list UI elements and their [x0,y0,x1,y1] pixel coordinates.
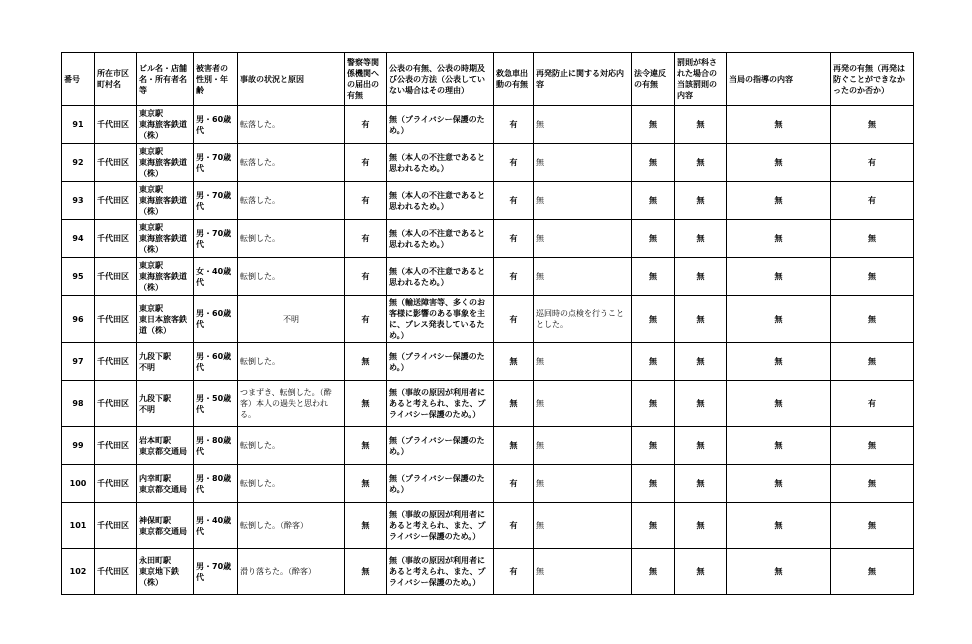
cell-police: 無 [345,503,387,549]
cell-prevention: 無 [534,182,632,220]
cell-situation: 転倒した。（酔客） [238,503,345,549]
cell-guidance: 無 [727,296,831,343]
cell-guidance: 無 [727,106,831,144]
cell-no: 99 [62,427,95,465]
cell-victim: 男・70歳代 [194,182,238,220]
cell-municipality: 千代田区 [95,182,137,220]
cell-penalty: 無 [675,343,727,381]
cell-recurrence: 有 [831,182,914,220]
cell-police: 無 [345,381,387,427]
cell-guidance: 無 [727,144,831,182]
cell-ambulance: 有 [494,258,534,296]
cell-victim: 男・70歳代 [194,549,238,595]
cell-no: 95 [62,258,95,296]
cell-violation: 無 [632,296,675,343]
table-row [62,427,914,465]
cell-prevention: 無 [534,549,632,595]
header-police: 警察等関係機関への届出の有無 [345,53,387,106]
cell-penalty: 無 [675,427,727,465]
cell-municipality: 千代田区 [95,503,137,549]
incident-report-sheet [61,52,914,595]
cell-violation: 無 [632,144,675,182]
cell-building: 永田町駅 東京地下鉄（株） [137,549,194,595]
cell-no: 93 [62,182,95,220]
cell-violation: 無 [632,549,675,595]
cell-penalty: 無 [675,182,727,220]
cell-ambulance: 有 [494,296,534,343]
cell-prevention: 無 [534,106,632,144]
cell-penalty: 無 [675,381,727,427]
table-row [62,549,914,595]
cell-publication: 無（プライバシー保護のため。） [387,106,494,144]
cell-no: 92 [62,144,95,182]
cell-building: 東京駅 東海旅客鉄道（株） [137,182,194,220]
cell-situation: 転落した。 [238,106,345,144]
cell-victim: 女・40歳代 [194,258,238,296]
cell-recurrence: 無 [831,106,914,144]
cell-penalty: 無 [675,144,727,182]
cell-publication: 無（プライバシー保護のため。） [387,343,494,381]
cell-violation: 無 [632,427,675,465]
cell-prevention: 無 [534,343,632,381]
cell-no: 91 [62,106,95,144]
cell-penalty: 無 [675,465,727,503]
cell-publication: 無（本人の不注意であると思われるため。） [387,182,494,220]
cell-ambulance: 有 [494,106,534,144]
table-row [62,381,914,427]
cell-prevention: 無 [534,144,632,182]
cell-guidance: 無 [727,465,831,503]
table-row [62,144,914,182]
cell-publication: 無（プライバシー保護のため。） [387,465,494,503]
cell-recurrence: 無 [831,258,914,296]
incident-table [61,52,914,595]
cell-municipality: 千代田区 [95,381,137,427]
cell-penalty: 無 [675,258,727,296]
cell-police: 有 [345,296,387,343]
cell-victim: 男・80歳代 [194,427,238,465]
cell-penalty: 無 [675,106,727,144]
cell-guidance: 無 [727,503,831,549]
cell-publication: 無（事故の原因が利用者にあると考えられ、また、プライバシー保護のため。） [387,549,494,595]
cell-recurrence: 無 [831,427,914,465]
header-victim: 被害者の性別・年齢 [194,53,238,106]
cell-police: 有 [345,258,387,296]
cell-violation: 無 [632,182,675,220]
cell-guidance: 無 [727,182,831,220]
cell-police: 有 [345,182,387,220]
cell-municipality: 千代田区 [95,549,137,595]
cell-penalty: 無 [675,296,727,343]
cell-guidance: 無 [727,258,831,296]
cell-prevention: 無 [534,381,632,427]
cell-prevention: 巡回時の点検を行うこととした。 [534,296,632,343]
cell-victim: 男・80歳代 [194,465,238,503]
cell-situation: 転倒した。 [238,343,345,381]
cell-publication: 無（事故の原因が利用者にあると考えられ、また、プライバシー保護のため。） [387,381,494,427]
cell-violation: 無 [632,343,675,381]
header-ambulance: 救急車出動の有無 [494,53,534,106]
cell-publication: 無（事故の原因が利用者にあると考えられ、また、プライバシー保護のため。） [387,503,494,549]
cell-police: 有 [345,106,387,144]
cell-publication: 無（本人の不注意であると思われるため。） [387,144,494,182]
cell-recurrence: 無 [831,296,914,343]
cell-situation: 滑り落ちた。（酔客） [238,549,345,595]
cell-no: 94 [62,220,95,258]
cell-no: 97 [62,343,95,381]
cell-ambulance: 無 [494,343,534,381]
cell-victim: 男・50歳代 [194,381,238,427]
cell-guidance: 無 [727,343,831,381]
cell-ambulance: 有 [494,144,534,182]
header-prevention: 再発防止に関する対応内容 [534,53,632,106]
cell-no: 98 [62,381,95,427]
table-row [62,258,914,296]
header-situation: 事故の状況と原因 [238,53,345,106]
cell-building: 内幸町駅 東京都交通局 [137,465,194,503]
cell-municipality: 千代田区 [95,106,137,144]
cell-recurrence: 無 [831,503,914,549]
cell-penalty: 無 [675,503,727,549]
cell-situation: 転倒した。 [238,427,345,465]
cell-municipality: 千代田区 [95,427,137,465]
cell-recurrence: 有 [831,144,914,182]
header-publication: 公表の有無、公表の時期及び公表の方法（公表していない場合はその理由） [387,53,494,106]
cell-building: 東京駅 東日本旅客鉄道（株） [137,296,194,343]
cell-police: 無 [345,549,387,595]
cell-municipality: 千代田区 [95,296,137,343]
cell-ambulance: 無 [494,381,534,427]
table-row [62,220,914,258]
table-row [62,182,914,220]
cell-ambulance: 有 [494,465,534,503]
cell-building: 九段下駅 不明 [137,343,194,381]
header-building: ビル名・店舗名・所有者名等 [137,53,194,106]
cell-victim: 男・60歳代 [194,296,238,343]
cell-building: 東京駅 東海旅客鉄道（株） [137,220,194,258]
header-municipality: 所在市区町村名 [95,53,137,106]
cell-violation: 無 [632,465,675,503]
cell-victim: 男・60歳代 [194,106,238,144]
cell-no: 102 [62,549,95,595]
cell-municipality: 千代田区 [95,465,137,503]
cell-ambulance: 有 [494,503,534,549]
cell-building: 東京駅 東海旅客鉄道（株） [137,258,194,296]
cell-situation: 転倒した。 [238,465,345,503]
header-recurrence: 再発の有無（再発は防ぐことができなかったのか否か） [831,53,914,106]
cell-ambulance: 有 [494,182,534,220]
cell-victim: 男・60歳代 [194,343,238,381]
cell-situation: 転落した。 [238,144,345,182]
cell-no: 101 [62,503,95,549]
cell-municipality: 千代田区 [95,258,137,296]
cell-penalty: 無 [675,549,727,595]
cell-situation: 不明 [238,296,345,343]
table-body [62,106,914,595]
header-penalty: 罰則が科された場合の当該罰則の内容 [675,53,727,106]
cell-prevention: 無 [534,258,632,296]
cell-police: 無 [345,427,387,465]
header-row [62,53,914,106]
cell-no: 96 [62,296,95,343]
cell-publication: 無（輸送障害等、多くのお客様に影響のある事象を主に、プレス発表しているため。） [387,296,494,343]
cell-building: 神保町駅 東京都交通局 [137,503,194,549]
cell-no: 100 [62,465,95,503]
cell-building: 岩本町駅 東京都交通局 [137,427,194,465]
cell-situation: つまずき、転倒した。（酔客）本人の過失と思われる。 [238,381,345,427]
cell-guidance: 無 [727,549,831,595]
cell-prevention: 無 [534,465,632,503]
cell-situation: 転倒した。 [238,220,345,258]
cell-guidance: 無 [727,427,831,465]
cell-recurrence: 無 [831,465,914,503]
table-row [62,106,914,144]
cell-victim: 男・70歳代 [194,144,238,182]
cell-recurrence: 無 [831,549,914,595]
cell-situation: 転倒した。 [238,258,345,296]
header-violation: 法令違反の有無 [632,53,675,106]
cell-violation: 無 [632,381,675,427]
cell-victim: 男・40歳代 [194,503,238,549]
cell-violation: 無 [632,503,675,549]
cell-publication: 無（プライバシー保護のため。） [387,427,494,465]
cell-prevention: 無 [534,220,632,258]
cell-police: 有 [345,220,387,258]
cell-violation: 無 [632,106,675,144]
cell-publication: 無（本人の不注意であると思われるため。） [387,258,494,296]
header-guidance: 当局の指導の内容 [727,53,831,106]
cell-violation: 無 [632,258,675,296]
cell-guidance: 無 [727,381,831,427]
header-no: 番号 [62,53,95,106]
cell-guidance: 無 [727,220,831,258]
cell-recurrence: 無 [831,343,914,381]
cell-penalty: 無 [675,220,727,258]
cell-municipality: 千代田区 [95,343,137,381]
cell-ambulance: 無 [494,427,534,465]
cell-prevention: 無 [534,503,632,549]
cell-recurrence: 有 [831,381,914,427]
cell-police: 有 [345,144,387,182]
cell-building: 東京駅 東海旅客鉄道（株） [137,144,194,182]
table-row [62,343,914,381]
cell-prevention: 無 [534,427,632,465]
table-row [62,503,914,549]
cell-police: 無 [345,465,387,503]
cell-victim: 男・70歳代 [194,220,238,258]
table-row [62,465,914,503]
cell-ambulance: 有 [494,220,534,258]
cell-building: 九段下駅 不明 [137,381,194,427]
cell-situation: 転落した。 [238,182,345,220]
cell-ambulance: 有 [494,549,534,595]
table-row [62,296,914,343]
cell-violation: 無 [632,220,675,258]
cell-municipality: 千代田区 [95,220,137,258]
cell-police: 無 [345,343,387,381]
cell-building: 東京駅 東海旅客鉄道（株） [137,106,194,144]
cell-municipality: 千代田区 [95,144,137,182]
cell-publication: 無（本人の不注意であると思われるため。） [387,220,494,258]
cell-recurrence: 無 [831,220,914,258]
